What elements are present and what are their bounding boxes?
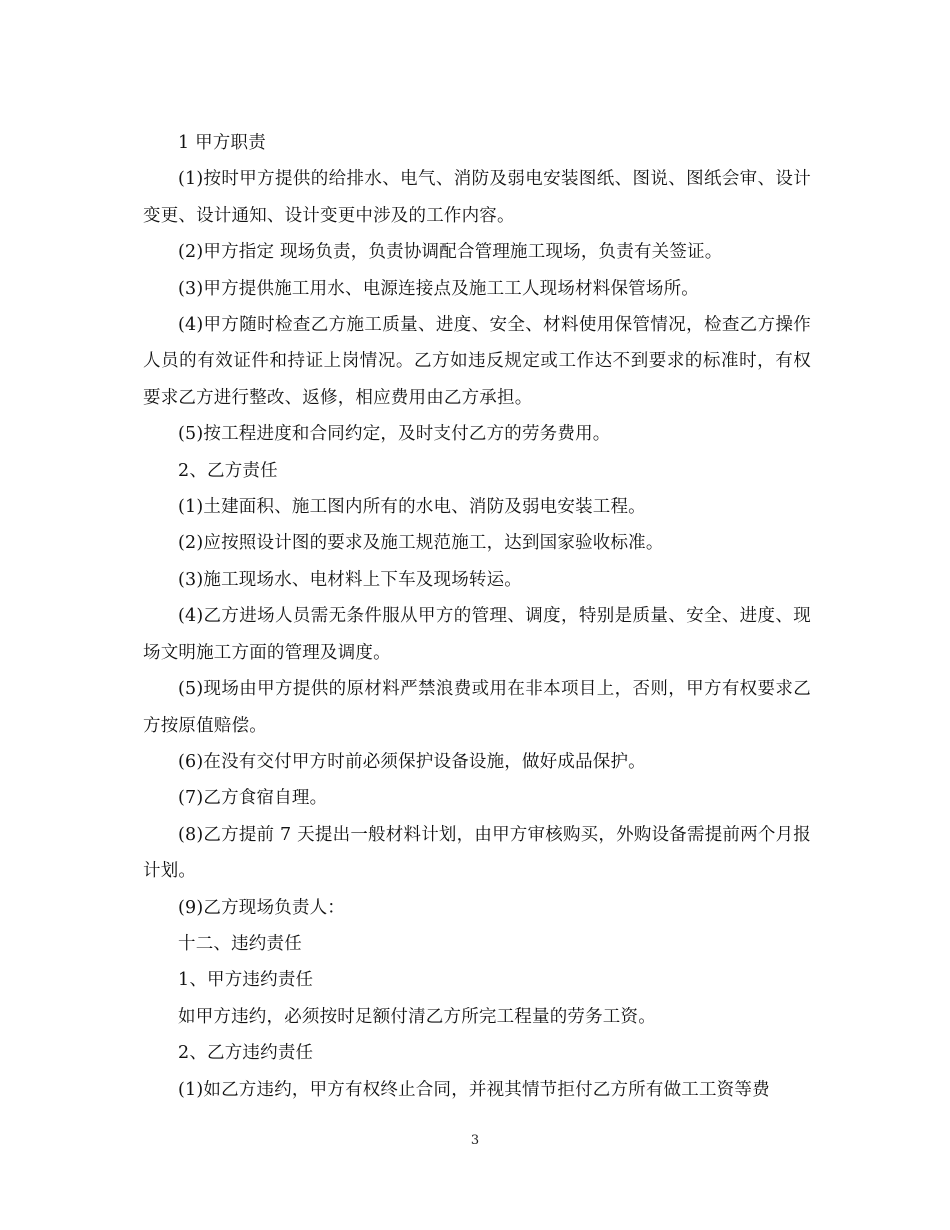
paragraph: (1)按时甲方提供的给排水、电气、消防及弱电安装图纸、图说、图纸会审、设计变更、设计通知、设计变更中涉及的工作内容。 xyxy=(143,169,811,226)
section-heading-party-a-breach: 1、甲方违约责任 xyxy=(178,970,314,991)
paragraph: (5)现场由甲方提供的原材料严禁浪费或用在非本项目上，否则，甲方有权要求乙方按原值赔偿。 xyxy=(143,679,811,736)
paragraph: (5)按工程进度和合同约定，及时支付乙方的劳务费用。 xyxy=(178,424,611,445)
section-heading-breach-liability: 十二、违约责任 xyxy=(178,933,302,954)
paragraph: (1)如乙方违约，甲方有权终止合同，并视其情节拒付乙方所有做工工资等费 xyxy=(178,1079,770,1100)
paragraph: (4)乙方进场人员需无条件服从甲方的管理、调度，特别是质量、安全、进度、现场文明施工方面的管理及调度。 xyxy=(143,606,811,663)
section-heading-party-b-duties: 2、乙方责任 xyxy=(178,460,278,481)
section-heading-party-a-duties: 1 甲方职责 xyxy=(178,133,266,153)
paragraph: (8)乙方提前 7 天提出一般材料计划，由甲方审核购买，外购设备需提前两个月报计划。 xyxy=(143,824,811,882)
document-body xyxy=(143,125,811,1108)
paragraph: (1)土建面积、施工图内所有的水电、消防及弱电安装工程。 xyxy=(178,497,646,518)
paragraph: (6)在没有交付甲方时前必须保护设备设施，做好成品保护。 xyxy=(178,751,646,772)
paragraph: 如甲方违约，必须按时足额付清乙方所完工程量的劳务工资。 xyxy=(178,1006,656,1027)
paragraph: (9)乙方现场负责人： xyxy=(178,897,345,918)
paragraph: (7)乙方食宿自理。 xyxy=(178,788,328,809)
paragraph: (2)应按照设计图的要求及施工规范施工，达到国家验收标准。 xyxy=(178,533,664,554)
page-number: 3 xyxy=(470,1133,480,1148)
paragraph: (2)甲方指定 现场负责，负责协调配合管理施工现场，负责有关签证。 xyxy=(178,242,723,263)
paragraph: (3)施工现场水、电材料上下车及现场转运。 xyxy=(178,569,522,590)
paragraph: (3)甲方提供施工用水、电源连接点及施工工人现场材料保管场所。 xyxy=(178,278,699,299)
section-heading-party-b-breach: 2、乙方违约责任 xyxy=(178,1043,314,1064)
paragraph: (4)甲方随时检查乙方施工质量、进度、安全、材料使用保管情况，检查乙方操作人员的有效证件和持证上岗情况。乙方如违反规定或工作达不到要求的标准时，有权要求乙方进行整改、返修，相应费用由乙方承担。 xyxy=(143,315,811,408)
